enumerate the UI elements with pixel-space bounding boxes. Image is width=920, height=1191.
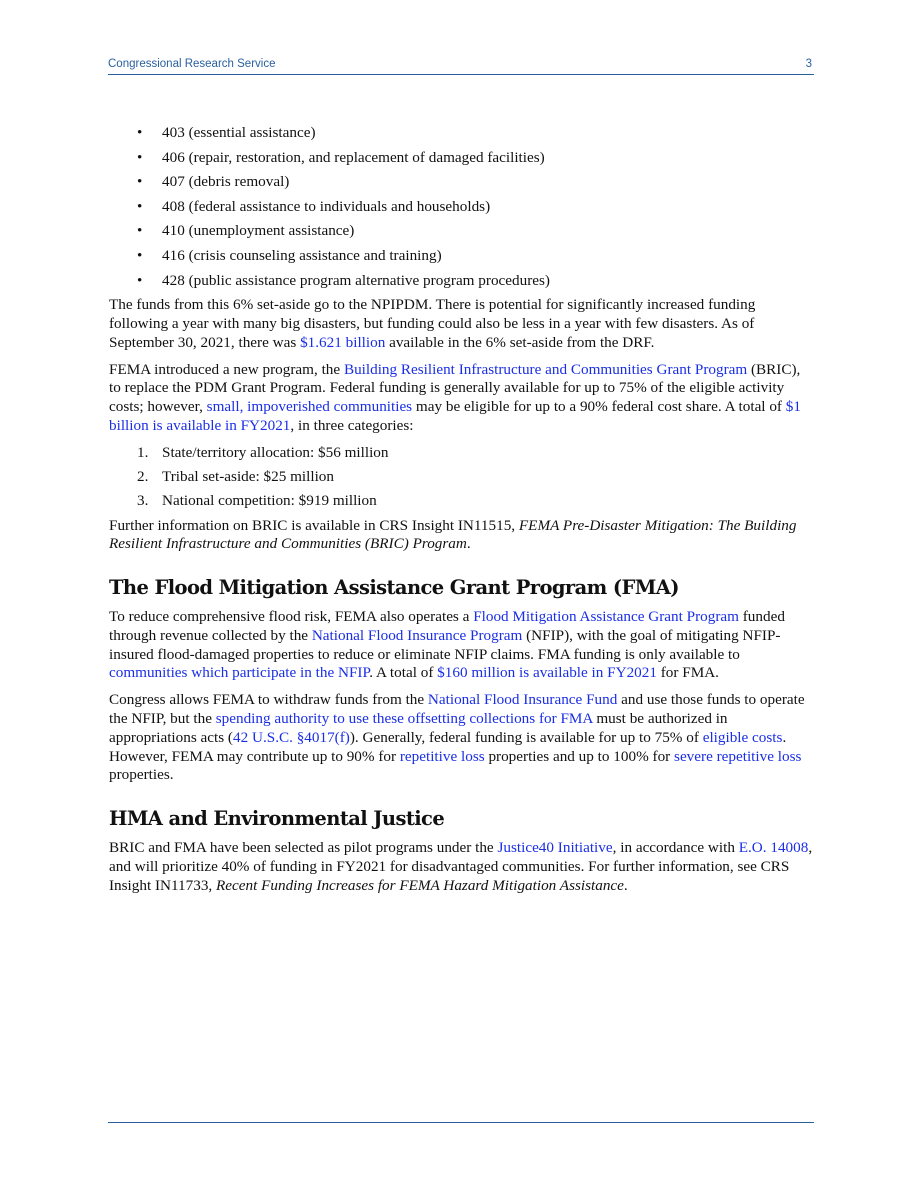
bullet-icon: • xyxy=(137,271,143,289)
bullet-icon: • xyxy=(137,222,143,240)
link-160-million-fy2021[interactable]: $160 million is available in FY2021 xyxy=(437,664,657,682)
link-national-flood-insurance-fund[interactable]: National Flood Insurance Fund xyxy=(427,691,618,709)
link-42-usc-4017f[interactable]: 42 U.S.C. §4017(f) xyxy=(233,728,350,746)
link-eligible-costs[interactable]: eligible costs xyxy=(702,728,783,746)
list-item: • 403 (essential assistance) xyxy=(137,124,316,141)
list-item: • 416 (crisis counseling assistance and training) xyxy=(137,246,442,264)
link-repetitive-loss[interactable]: repetitive loss xyxy=(399,747,485,765)
list-item: 1. State/territory allocation: $56 million xyxy=(137,443,389,461)
paragraph-bric: FEMA introduced a new program, the Building Resilient Infrastructure and Communities Grant Program (BRIC), to replace the PDM Grant Program. Federal funding is generally available for up to 75% of the eligible activity costs; however, small, impoverished communities may be eligible for up to a 90% federal cost share. A total of $1 billion is available in FY2021, in three categories: xyxy=(109,360,801,434)
link-eo-14008[interactable]: E.O. 14008 xyxy=(738,839,809,857)
link-justice40-initiative[interactable]: Justice40 Initiative xyxy=(497,839,613,857)
section-list xyxy=(109,124,815,290)
bric-categories-list xyxy=(109,444,815,511)
bullet-icon: • xyxy=(137,197,143,215)
link-severe-repetitive-loss[interactable]: severe repetitive loss xyxy=(674,747,802,765)
running-header xyxy=(108,56,814,75)
paragraph-fma-intro: To reduce comprehensive flood risk, FEMA also operates a Flood Mitigation Assistance Grant Program funded through revenue collected by the National Flood Insurance Program (NFIP), with the goal of mitigating NFIP-insured flood-damaged properties to reduce or eliminate NFIP claims. FMA funding is only available to communities which participate in the NFIP. A total of $160 million is available in FY2021 for FMA. xyxy=(109,608,785,682)
footer-rule xyxy=(108,1122,814,1123)
bullet-icon: • xyxy=(137,124,143,141)
list-item: • 428 (public assistance program alternative program procedures) xyxy=(137,271,550,289)
paragraph-bric-further-info: Further information on BRIC is available in CRS Insight IN11515, FEMA Pre-Disaster Mitigation: The Building Resilient Infrastructure and Communities (BRIC) Program. xyxy=(109,516,797,553)
link-participating-communities[interactable]: communities which participate in the NFIP xyxy=(109,664,370,682)
heading-environmental-justice: HMA and Environmental Justice xyxy=(109,807,445,831)
paragraph-set-aside: The funds from this 6% set-aside go to the NPIPDM. There is potential for significantly increased funding following a year with many big disasters, but funding could also be less in a year with few disasters. As of September 30, 2021, there was $1.621 billion available in the 6% set-aside from the DRF. xyxy=(109,296,756,351)
link-spending-authority[interactable]: spending authority to use these offsetting collections for FMA xyxy=(215,710,593,728)
page-number: 3 xyxy=(805,58,812,70)
list-item: • 408 (federal assistance to individuals and households) xyxy=(137,197,491,215)
list-item: 3. National competition: $919 million xyxy=(137,491,377,509)
link-1621-billion[interactable]: $1.621 billion xyxy=(300,333,386,351)
list-item: 2. Tribal set-aside: $25 million xyxy=(137,467,334,485)
link-1-billion-fy2021[interactable]: $1 billion is available in FY2021 xyxy=(109,398,801,434)
link-small-impoverished-communities[interactable]: small, impoverished communities xyxy=(206,398,413,416)
bullet-icon: • xyxy=(137,173,143,191)
bullet-icon: • xyxy=(137,246,143,264)
link-bric-program[interactable]: Building Resilient Infrastructure and Communities Grant Program xyxy=(343,360,748,378)
paragraph-environmental-justice: BRIC and FMA have been selected as pilot programs under the Justice40 Initiative, in accordance with E.O. 14008, and will prioritize 40% of funding in FY2021 for disadvantaged communities. For further information, see CRS Insight IN11733, Recent Funding Increases for FEMA Hazard Mitigation Assistance. xyxy=(109,839,813,894)
list-item: • 410 (unemployment assistance) xyxy=(137,222,355,240)
link-nfip[interactable]: National Flood Insurance Program xyxy=(311,626,523,644)
bullet-icon: • xyxy=(137,148,143,166)
link-fma-grant-program[interactable]: Flood Mitigation Assistance Grant Program xyxy=(473,608,739,626)
list-item: • 406 (repair, restoration, and replacement of damaged facilities) xyxy=(137,148,545,166)
document-body xyxy=(109,124,815,904)
header-org-name: Congressional Research Service xyxy=(108,58,276,70)
paragraph-fma-funding: Congress allows FEMA to withdraw funds from the National Flood Insurance Fund and use those funds to operate the NFIP, but the spending authority to use these offsetting collections for FMA must be authorized in appropriations acts (42 U.S.C. §4017(f)). Generally, federal funding is available for up to 75% of eligible costs. However, FEMA may contribute up to 90% for repetitive loss properties and up to 100% for severe repetitive loss properties. xyxy=(109,691,805,784)
list-item: • 407 (debris removal) xyxy=(137,173,290,191)
heading-fma: The Flood Mitigation Assistance Grant Program (FMA) xyxy=(109,576,679,600)
